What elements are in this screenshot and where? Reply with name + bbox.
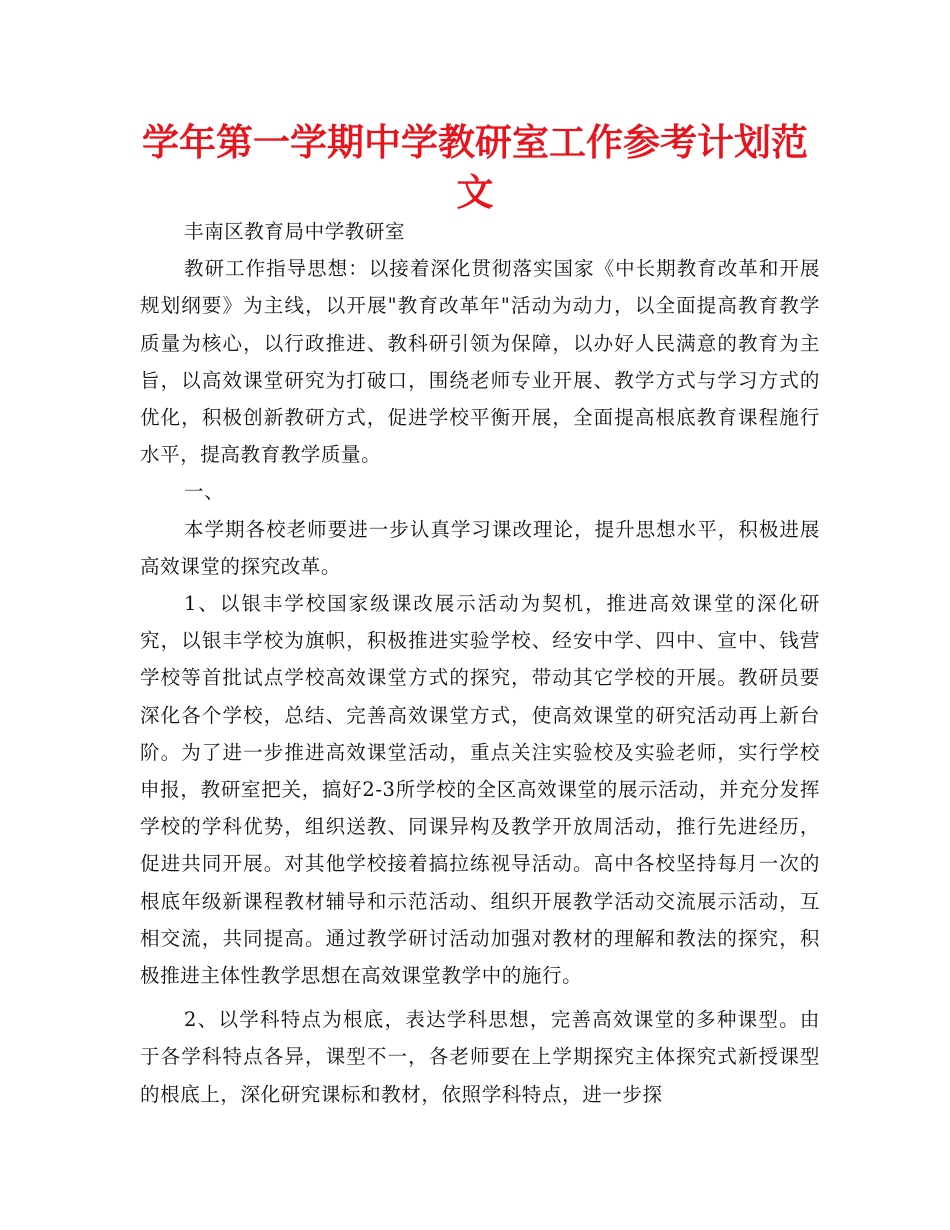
- paragraph-guiding-thought: 教研工作指导思想：以接着深化贯彻落实国家《中长期教育改革和开展规划纲要》为主线，以开展"教育改革年"活动为动力，以全面提高教育教学质量为核心，以行政推进、教科研引领为保障，以办好人民满意的教育为主旨，以高效课堂研究为打破口，围绕老师专业开展、教学方式与学习方式的优化，积极创新教研方式，促进学校平衡开展，全面提高根底教育课程施行水平，提高教育教学质量。: [140, 257, 820, 467]
- paragraph-intro: 本学期各校老师要进一步认真学习课改理论，提升思想水平，积极进展高效课堂的探究改革。: [140, 517, 820, 578]
- paragraph-item-2: 2、以学科特点为根底，表达学科思想，完善高效课堂的多种课型。由于各学科特点各异，课型不一，各老师要在上学期探究主体探究式新授课型的根底上，深化研究课标和教材，依照学科特点，进一步探: [140, 1008, 820, 1106]
- document-body: [140, 213, 820, 1113]
- paragraph-item-1: 1、以银丰学校国家级课改展示活动为契机，推进高效课堂的深化研究，以银丰学校为旗帜，积极推进实验学校、经安中学、四中、宣中、钱营学校等首批试点学校高效课堂方式的探究，带动其它学校的开展。教研员要深化各个学校，总结、完善高效课堂方式，使高效课堂的研究活动再上新台阶。为了进一步推进高效课堂活动，重点关注实验校及实验老师，实行学校申报，教研室把关，搞好2-3所学校的全区高效课堂的展示活动，并充分发挥学校的学科优势，组织送教、同课异构及教学开放周活动，推行先进经历，促进共同开展。对其他学校接着搞拉练视导活动。高中各校坚持每月一次的根底年级新课程教材辅导和示范活动、组织开展教学活动交流展示活动，互相交流，共同提高。通过教学研讨活动加强对教材的理解和教法的探究，积极推进主体性教学思想在高效课堂教学中的施行。: [140, 592, 820, 988]
- document-title: 学年第一学期中学教研室工作参考计划范文: [142, 121, 808, 214]
- section-heading-one: 一、: [184, 480, 225, 504]
- author-line: 丰南区教育局中学教研室: [184, 220, 406, 243]
